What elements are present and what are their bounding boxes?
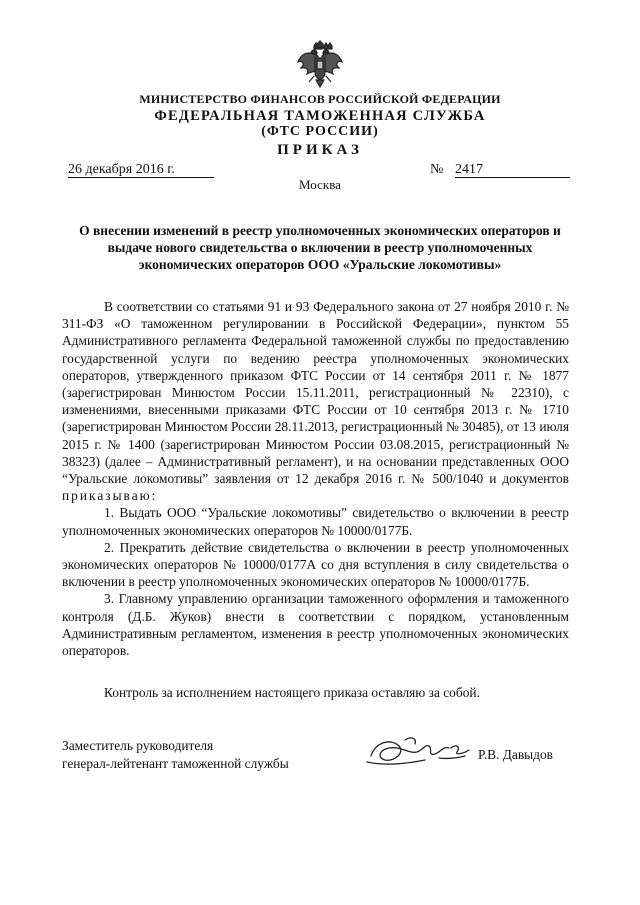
order-number: 2417 <box>455 162 570 178</box>
order-word: приказываю: <box>62 488 158 504</box>
intro-paragraph <box>62 298 569 504</box>
handwritten-signature <box>365 728 475 772</box>
city: Москва <box>299 177 341 192</box>
service-name: ФЕДЕРАЛЬНАЯ ТАМОЖЕННАЯ СЛУЖБА <box>154 108 486 124</box>
item-2: 2. Прекратить действие свидетельства о включении в реестр уполномоченных экономических операторов № 10000/0177А со дня вступления в силу свидетельства о включении в реестр уполномоченных экономических операторов № 10000/0177Б. <box>62 539 569 590</box>
ministry-name: МИНИСТЕРСТВО ФИНАНСОВ РОССИЙСКОЙ ФЕДЕРАЦИИ <box>139 92 501 106</box>
signer-position-line-2: генерал-лейтенант таможенной службы <box>62 756 289 771</box>
state-emblem-icon <box>295 40 345 90</box>
signer-position <box>62 737 289 773</box>
intro-text: В соответствии со статьями 91 и 93 Федерального закона от 27 ноября 2010 г. № 311-ФЗ «О таможенном регулировании в Российской Федерации», пунктом 55 Административного регламента Федеральной таможенной службы по предоставлению государственной услуги по ведению реестра уполномоченных экономических операторов, утвержденного приказом ФТС России от 14 сентября 2011 г. № 1877 (зарегистрирован Минюстом России 15.11.2011, регистрационный № 22310), с изменениями, внесенными приказами ФТС России от 10 сентября 2013 г. № 1710 (зарегистрирован Минюстом России 28.11.2013, регистрационный № 30485), от 13 июля 2015 г. № 1400 (зарегистрирован Минюстом России 03.08.2015, регистрационный № 38323) (далее – Административный регламент), и на основании представленных ООО “Уральские локомотивы” заявления от 12 декабря 2016 г. № 500/1040 и документов <box>62 299 569 487</box>
signer-position-line-1: Заместитель руководителя <box>62 738 214 753</box>
item-3: 3. Главному управлению организации таможенного оформления и таможенного контроля (Д.Б. Жуков) внести в соответствии с порядком, установленным Административным регламентом, изменения в реестр уполномоченных экономических операторов. <box>62 591 569 659</box>
service-abbreviation: (ФТС РОССИИ) <box>261 124 379 139</box>
item-1: 1. Выдать ООО “Уральские локомотивы” свидетельство о включении в реестр уполномоченных экономических операторов № 10000/0177Б. <box>62 505 569 538</box>
signer-name: Р.В. Давыдов <box>478 747 553 762</box>
order-title: О внесении изменений в реестр уполномоченных экономических операторов и выдаче нового свидетельства о включении в реестр уполномоченных экономических операторов ООО «Уральские локомотивы» <box>79 223 561 272</box>
order-body <box>62 298 569 659</box>
number-label: № <box>430 162 444 177</box>
control-paragraph: Контроль за исполнением настоящего приказа оставляю за собой. <box>104 685 480 700</box>
order-date: 26 декабря 2016 г. <box>68 162 214 178</box>
document-type: ПРИКАЗ <box>277 142 363 158</box>
